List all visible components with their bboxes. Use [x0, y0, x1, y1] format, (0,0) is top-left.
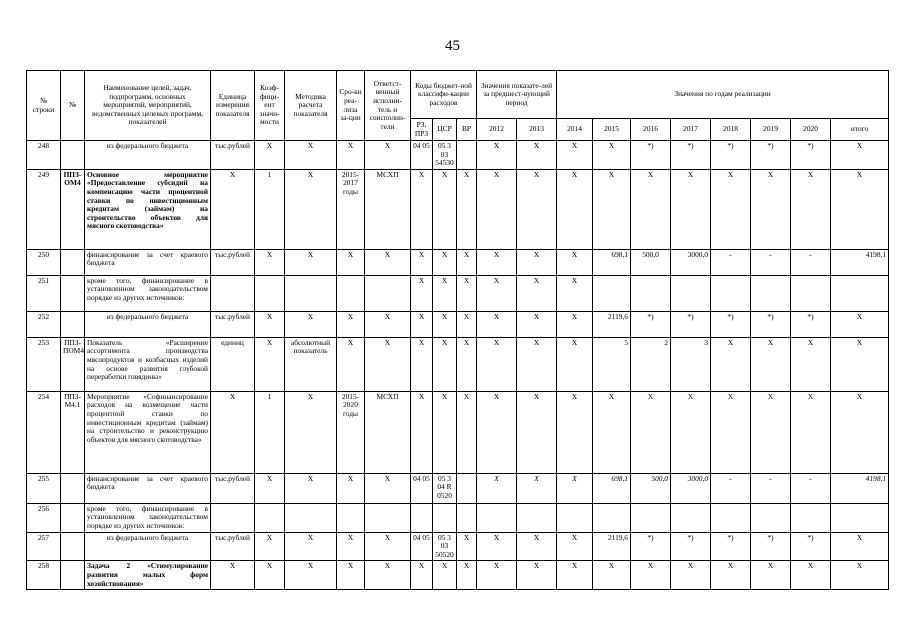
table-row [27, 311, 889, 337]
unit-cell: Х [211, 391, 255, 473]
period-cell: 2015-2020 годы [337, 391, 365, 473]
year-value-cell: 500,0 [631, 473, 671, 503]
year-value-cell: - [751, 473, 791, 503]
responsible-cell: Х [365, 249, 411, 275]
year-value-cell: Х [477, 249, 517, 275]
unit-cell: тыс.рублей [211, 532, 255, 561]
rz-cell: Х [411, 275, 433, 311]
row-name-cell: Мероприятие «Софинансирование расходов на возмещение части процентной ставки по инвестиционным кредитам (займам) на строительство и реконструкцию объектов для мясного скотоводства» [85, 391, 211, 473]
responsible-cell: МСХП [365, 391, 411, 473]
col-year-values: Значения по годам реализации [557, 71, 889, 119]
responsible-cell: Х [365, 141, 411, 170]
row-name-cell: из федерального бюджета [85, 311, 211, 337]
year-value-cell: Х [791, 561, 831, 590]
year-value-cell [517, 503, 557, 532]
table-row [27, 141, 889, 170]
period-cell: Х [337, 311, 365, 337]
page-number: 45 [445, 38, 460, 54]
year-value-cell [593, 503, 631, 532]
rz-cell: 04 05 [411, 141, 433, 170]
method-cell: Х [285, 561, 337, 590]
year-value-cell: Х [477, 169, 517, 249]
row-number-cell: 249 [27, 169, 61, 249]
table-row [27, 391, 889, 473]
row-number-cell: 250 [27, 249, 61, 275]
csr-cell: Х [433, 337, 457, 391]
year-value-cell: Х [557, 473, 593, 503]
csr-cell: 05 3 04 R 0520 [433, 473, 457, 503]
col-responsible: Ответст-венный исполни-тель и соисполни-тели [365, 71, 411, 141]
row-code-cell [61, 275, 85, 311]
responsible-cell: Х [365, 532, 411, 561]
rz-cell: Х [411, 391, 433, 473]
year-value-cell: Х [517, 391, 557, 473]
unit-cell: тыс.рублей [211, 473, 255, 503]
year-value-cell: Х [517, 311, 557, 337]
year-value-cell: *) [791, 532, 831, 561]
year-value-cell: Х [791, 391, 831, 473]
row-name-cell: Задача 2 «Стимулирование развития малых форм хозяйствования» [85, 561, 211, 590]
coef-cell: Х [255, 561, 285, 590]
col-year: 2020 [791, 119, 831, 141]
year-value-cell: 3000,0 [671, 249, 711, 275]
year-value-cell: Х [557, 141, 593, 170]
year-value-cell: Х [517, 275, 557, 311]
vr-cell [457, 141, 477, 170]
year-value-cell: Х [477, 532, 517, 561]
unit-cell [211, 275, 255, 311]
year-value-cell [791, 275, 831, 311]
unit-cell: тыс.рублей [211, 311, 255, 337]
coef-cell: Х [255, 141, 285, 170]
row-name-cell: финансирование за счет краевого бюджета [85, 249, 211, 275]
period-cell: Х [337, 249, 365, 275]
col-unit: Единица измерения показателя [211, 71, 255, 141]
year-value-cell: - [791, 249, 831, 275]
total-value-cell: Х [831, 141, 889, 170]
year-value-cell: Х [517, 249, 557, 275]
vr-cell: Х [457, 337, 477, 391]
row-code-cell: ППЗ-М4.1 [61, 391, 85, 473]
row-number-cell: 258 [27, 561, 61, 590]
total-value-cell [831, 275, 889, 311]
col-total: итого [831, 119, 889, 141]
col-year: 2019 [751, 119, 791, 141]
col-year: 2016 [631, 119, 671, 141]
year-value-cell: 3000,0 [671, 473, 711, 503]
table-row [27, 561, 889, 590]
coef-cell [255, 503, 285, 532]
coef-cell [255, 275, 285, 311]
period-cell: 2015-2017 годы [337, 169, 365, 249]
csr-cell: 05 3 03 54530 [433, 141, 457, 170]
total-value-cell: Х [831, 169, 889, 249]
method-cell: Х [285, 249, 337, 275]
row-code-cell [61, 503, 85, 532]
year-value-cell: *) [751, 141, 791, 170]
vr-cell [457, 473, 477, 503]
csr-cell: Х [433, 275, 457, 311]
table-row [27, 275, 889, 311]
row-code-cell [61, 141, 85, 170]
vr-cell: Х [457, 532, 477, 561]
year-value-cell: Х [477, 141, 517, 170]
col-year: 2018 [711, 119, 751, 141]
rz-cell: Х [411, 169, 433, 249]
year-value-cell: *) [711, 141, 751, 170]
responsible-cell: Х [365, 561, 411, 590]
vr-cell: Х [457, 561, 477, 590]
year-value-cell [671, 275, 711, 311]
table-row [27, 473, 889, 503]
vr-cell: Х [457, 391, 477, 473]
table-row [27, 337, 889, 391]
year-value-cell [711, 503, 751, 532]
year-value-cell: Х [557, 275, 593, 311]
col-row-no: № строки [27, 71, 61, 141]
row-code-cell [61, 561, 85, 590]
unit-cell: единиц [211, 337, 255, 391]
coef-cell: 1 [255, 169, 285, 249]
row-code-cell [61, 249, 85, 275]
year-value-cell: Х [557, 561, 593, 590]
col-prev-values: Значения показате-лей за предшест-вующий период [477, 71, 557, 119]
rz-cell: Х [411, 249, 433, 275]
period-cell: Х [337, 561, 365, 590]
col-rz: РЗ, ПР3 [411, 119, 433, 141]
coef-cell: Х [255, 337, 285, 391]
csr-cell: Х [433, 249, 457, 275]
year-value-cell: Х [751, 561, 791, 590]
method-cell: Х [285, 311, 337, 337]
year-value-cell: - [751, 249, 791, 275]
responsible-cell: МСХП [365, 169, 411, 249]
responsible-cell: Х [365, 473, 411, 503]
row-number-cell: 255 [27, 473, 61, 503]
coef-cell: 1 [255, 391, 285, 473]
year-value-cell: *) [751, 532, 791, 561]
year-value-cell [751, 503, 791, 532]
method-cell [285, 275, 337, 311]
period-cell: Х [337, 141, 365, 170]
year-value-cell: 698,1 [593, 473, 631, 503]
year-value-cell: Х [711, 391, 751, 473]
year-value-cell: Х [517, 169, 557, 249]
year-value-cell: Х [557, 169, 593, 249]
row-number-cell: 252 [27, 311, 61, 337]
year-value-cell [477, 503, 517, 532]
vr-cell: Х [457, 169, 477, 249]
row-name-cell: финансирование за счет краевого бюджета [85, 473, 211, 503]
year-value-cell [557, 503, 593, 532]
method-cell: абсолютный показатель [285, 337, 337, 391]
year-value-cell: *) [631, 141, 671, 170]
row-name-cell: Показатель «Расширение ассортимента производства мясопродуктов и колбасных изделий на основе развития глубокой переработки говядины» [85, 337, 211, 391]
total-value-cell: 4198,1 [831, 249, 889, 275]
year-value-cell: 2119,6 [593, 311, 631, 337]
year-value-cell [671, 503, 711, 532]
year-value-cell: *) [711, 532, 751, 561]
year-value-cell: Х [711, 337, 751, 391]
row-number-cell: 251 [27, 275, 61, 311]
csr-cell [433, 503, 457, 532]
row-number-cell: 256 [27, 503, 61, 532]
col-vr: ВР [457, 119, 477, 141]
year-value-cell [791, 503, 831, 532]
csr-cell: Х [433, 391, 457, 473]
year-value-cell: Х [751, 337, 791, 391]
year-value-cell: Х [517, 141, 557, 170]
coef-cell: Х [255, 473, 285, 503]
year-value-cell: Х [557, 311, 593, 337]
year-value-cell: Х [517, 473, 557, 503]
year-value-cell: Х [751, 391, 791, 473]
program-table [26, 70, 889, 590]
table-row [27, 532, 889, 561]
year-value-cell: Х [791, 337, 831, 391]
year-value-cell [711, 275, 751, 311]
year-value-cell [631, 275, 671, 311]
year-value-cell: Х [593, 169, 631, 249]
year-value-cell: Х [477, 473, 517, 503]
method-cell [285, 503, 337, 532]
coef-cell: Х [255, 532, 285, 561]
year-value-cell: Х [631, 561, 671, 590]
col-year: 2012 [477, 119, 517, 141]
year-value-cell: *) [671, 532, 711, 561]
col-year: 2013 [517, 119, 557, 141]
table-row [27, 249, 889, 275]
year-value-cell: Х [477, 311, 517, 337]
col-year: 2014 [557, 119, 593, 141]
period-cell [337, 275, 365, 311]
year-value-cell: *) [791, 311, 831, 337]
csr-cell: Х [433, 561, 457, 590]
year-value-cell: Х [593, 141, 631, 170]
total-value-cell: Х [831, 311, 889, 337]
year-value-cell: *) [631, 311, 671, 337]
coef-cell: Х [255, 311, 285, 337]
year-value-cell: Х [631, 391, 671, 473]
method-cell: Х [285, 391, 337, 473]
year-value-cell: 500,0 [631, 249, 671, 275]
rz-cell [411, 503, 433, 532]
row-number-cell: 254 [27, 391, 61, 473]
year-value-cell: Х [517, 532, 557, 561]
year-value-cell: Х [593, 561, 631, 590]
unit-cell: тыс.рублей [211, 141, 255, 170]
year-value-cell: Х [517, 561, 557, 590]
year-value-cell: Х [557, 249, 593, 275]
method-cell: Х [285, 473, 337, 503]
year-value-cell: - [711, 249, 751, 275]
col-method: Методика расчета показателя [285, 71, 337, 141]
row-code-cell: ППЗ-ПОМ4 [61, 337, 85, 391]
unit-cell [211, 503, 255, 532]
col-budget-codes: Коды бюджет-ной классифи-кации расходов [411, 71, 477, 119]
year-value-cell: Х [477, 275, 517, 311]
csr-cell: 05 3 03 50520 [433, 532, 457, 561]
responsible-cell: Х [365, 311, 411, 337]
method-cell: Х [285, 141, 337, 170]
year-value-cell: - [711, 473, 751, 503]
row-number-cell: 257 [27, 532, 61, 561]
rz-cell: Х [411, 337, 433, 391]
vr-cell [457, 503, 477, 532]
col-no: № [61, 71, 85, 141]
year-value-cell: *) [711, 311, 751, 337]
rz-cell: Х [411, 311, 433, 337]
row-code-cell [61, 532, 85, 561]
rz-cell: 04 05 [411, 532, 433, 561]
period-cell: Х [337, 473, 365, 503]
table-row [27, 503, 889, 532]
year-value-cell: Х [791, 169, 831, 249]
row-number-cell: 248 [27, 141, 61, 170]
row-name-cell: из федерального бюджета [85, 532, 211, 561]
total-value-cell: 4198,1 [831, 473, 889, 503]
year-value-cell: Х [477, 391, 517, 473]
year-value-cell: 698,1 [593, 249, 631, 275]
vr-cell: Х [457, 249, 477, 275]
year-value-cell: Х [593, 391, 631, 473]
year-value-cell: Х [631, 169, 671, 249]
total-value-cell [831, 503, 889, 532]
year-value-cell: Х [477, 337, 517, 391]
year-value-cell: 3 [671, 337, 711, 391]
year-value-cell: *) [631, 532, 671, 561]
year-value-cell: *) [791, 141, 831, 170]
total-value-cell: Х [831, 561, 889, 590]
year-value-cell [631, 503, 671, 532]
year-value-cell: *) [671, 311, 711, 337]
col-csr: ЦСР [433, 119, 457, 141]
year-value-cell: 2 [631, 337, 671, 391]
csr-cell: Х [433, 311, 457, 337]
row-code-cell [61, 473, 85, 503]
year-value-cell: Х [557, 532, 593, 561]
year-value-cell: *) [751, 311, 791, 337]
row-name-cell: кроме того, финансирование в установленном законодательством порядке из других источников: [85, 275, 211, 311]
period-cell: Х [337, 532, 365, 561]
col-name: Наименование целей, задач, подпрограмм, основных мероприятий, мероприятий, ведомственных целевых программ, показателей [85, 71, 211, 141]
table-row [27, 169, 889, 249]
year-value-cell: Х [711, 169, 751, 249]
year-value-cell: - [791, 473, 831, 503]
year-value-cell: Х [711, 561, 751, 590]
row-number-cell: 253 [27, 337, 61, 391]
unit-cell: Х [211, 561, 255, 590]
coef-cell: Х [255, 249, 285, 275]
year-value-cell: Х [477, 561, 517, 590]
year-value-cell: 2119,6 [593, 532, 631, 561]
year-value-cell: *) [671, 141, 711, 170]
year-value-cell [593, 275, 631, 311]
year-value-cell: Х [671, 561, 711, 590]
year-value-cell: Х [671, 391, 711, 473]
col-year: 2017 [671, 119, 711, 141]
total-value-cell: Х [831, 391, 889, 473]
year-value-cell: Х [557, 391, 593, 473]
col-coef: Коэф-фици-ент значи-мости [255, 71, 285, 141]
year-value-cell: Х [751, 169, 791, 249]
year-value-cell [751, 275, 791, 311]
unit-cell: Х [211, 169, 255, 249]
responsible-cell [365, 275, 411, 311]
rz-cell: 04 05 [411, 473, 433, 503]
vr-cell: Х [457, 311, 477, 337]
vr-cell: Х [457, 275, 477, 311]
period-cell: Х [337, 337, 365, 391]
row-name-cell: из федерального бюджета [85, 141, 211, 170]
csr-cell: Х [433, 169, 457, 249]
method-cell: Х [285, 532, 337, 561]
responsible-cell [365, 503, 411, 532]
method-cell: Х [285, 169, 337, 249]
year-value-cell: 5 [593, 337, 631, 391]
period-cell [337, 503, 365, 532]
year-value-cell: Х [557, 337, 593, 391]
col-period: Сро-ки реа-лиза за-ции [337, 71, 365, 141]
col-year: 2015 [593, 119, 631, 141]
row-code-cell [61, 311, 85, 337]
row-name-cell: Основное мероприятие «Предоставление субсидий на компенсацию части процентной ставки по инвестиционным кредитам (займам) на строительство объектов для мясного скотоводства» [85, 169, 211, 249]
year-value-cell: Х [517, 337, 557, 391]
responsible-cell: Х [365, 337, 411, 391]
rz-cell: Х [411, 561, 433, 590]
row-code-cell: ППЗ-ОМ4 [61, 169, 85, 249]
row-name-cell: кроме того, финансирование в установленном законодательством порядке из других источников: [85, 503, 211, 532]
total-value-cell: Х [831, 532, 889, 561]
year-value-cell: Х [671, 169, 711, 249]
total-value-cell: Х [831, 337, 889, 391]
unit-cell: тыс.рублей [211, 249, 255, 275]
